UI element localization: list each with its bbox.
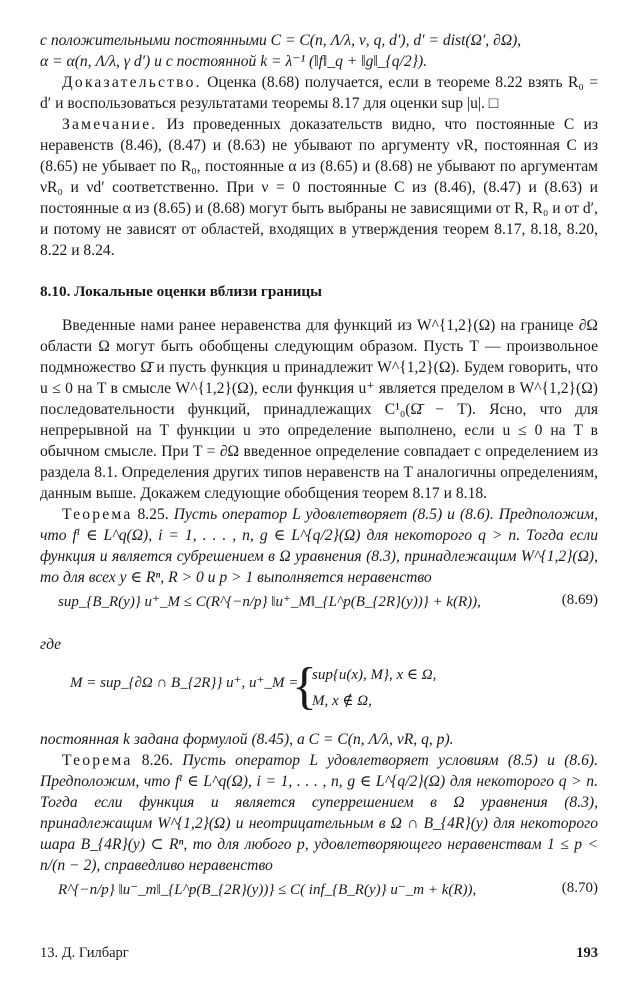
section-paragraph: Введенные нами ранее неравенства для функций из W^{1,2}(Ω) на границе ∂Ω области Ω могут быть обобщены следующим образом. Пусть T — произвольное подмножество Ω̄ и пусть функция u принадлежит W^{1,2}(Ω). Будем говорить, что u ≤ 0 на T в смысле W^{1,2}(Ω), если функция u⁺ является пределом в W^{1,2}(Ω) последовательности функций, принадлежащих C¹₀(Ω̄ − T). Ясно, что для непрерывной на T функции u это определение выполнено, если u ≤ 0 на T в обычном смысле. При T = ∂Ω введенное определение совпадает с определением из раздела 8.1. Определения других типов неравенств на T аналогичны определениям, данным выше. Докажем следующие обобщения теорем 8.17 и 8.18. — [40, 317, 598, 502]
intro-line-2: α = α(n, Λ/λ, γ d′) и с постоянной k = λ⁻¹ (‖f‖_q + ‖g‖_{q/2}). — [40, 53, 428, 70]
theorem-8-25-text: Пусть оператор L удовлетворяет (8.5) и (8.6). Предположим, что fⁱ ∈ L^q(Ω), i = 1, . . . , n, g ∈ L^{q/2}(Ω) для некоторого q > n. Тогда если функция u является субрешением в Ω уравнения (8.3), принадлежащим W^{1,2}(Ω), то для всех y ∈ Rⁿ, R > 0 и p > 1 выполняется неравенство — [40, 506, 599, 586]
formula-8-70 — [40, 876, 598, 922]
remark-paragraph — [40, 114, 598, 261]
formula-8-70-number: (8.70) — [561, 880, 598, 896]
m-definition-left: M = sup_{∂Ω ∩ B_{2R}} u⁺, u⁺_M = — [70, 675, 299, 691]
page-footer — [40, 945, 598, 962]
formula-8-70-body: R^{−n/p} ‖u⁻_m‖_{L^p(B_{2R}(y))} ≤ C( inf_{B_R(y)} u⁻_m + k(R)), — [58, 882, 477, 898]
proof-text: Оценка (8.68) получается, если в теореме 8.22 взять R₀ = d′ и воспользоваться результатами теоремы 8.17 для оценки sup |u|. □ — [40, 74, 598, 112]
remark-label: Замечание. — [62, 116, 158, 133]
proof-label: Доказательство. — [62, 74, 202, 91]
page-body — [40, 30, 598, 922]
formula-8-69 — [40, 588, 598, 634]
case-1: sup{u(x), M}, x ∈ Ω, — [312, 667, 437, 683]
theorem-8-26 — [40, 750, 598, 876]
theorem-8-26-label: Теорема — [62, 752, 133, 769]
m-definition — [40, 658, 598, 719]
intro-line-1: с положительными постоянными C = C(n, Λ/λ, ν, q, d′), d′ = dist(Ω′, ∂Ω), — [40, 32, 522, 49]
case-2: M, x ∉ Ω, — [312, 693, 372, 709]
theorem-8-25-label: Теорема — [62, 506, 133, 523]
formula-8-69-number: (8.69) — [561, 592, 598, 608]
theorem-8-26-text: Пусть оператор L удовлетворяет условиям (8.5) и (8.6). Предположим, что fⁱ ∈ L^q(Ω), i = 1, . . . , n, g ∈ L^{q/2}(Ω) для некоторого q > n. Тогда если функция u является суперрешением в Ω уравнения (8.3), принадлежащим W^{1,2}(Ω) и неотрицательным в Ω ∩ B_{4R}(y) для некоторого шара B_{4R}(y) ⊂ Rⁿ, то для любого p, удовлетворяющего неравенствам 1 ≤ p < n/(n − 2), справедливо неравенство — [40, 752, 599, 874]
page-number: 193 — [576, 945, 598, 961]
footer-signature: 13. Д. Гилбарг — [40, 945, 129, 961]
where-label: где — [40, 636, 62, 653]
theorem-8-25-number: 8.25. — [137, 506, 169, 523]
remark-text: Из проведенных доказательств видно, что постоянные C из неравенств (8.46), (8.47) и (8.63) не убывают по аргументу νR, постоянная C из (8.65) не убывает по R₀, постоянные α из (8.65) и (8.68) не убывают по аргументам νR₀ и νd′ соответственно. При ν = 0 постоянные C из (8.46), (8.47) и (8.63) и постоянные α из (8.65) и (8.68) могут быть выбраны не зависящими от R, R₀ и от d′, и потому не зависят от областей, входящих в утверждения теорем 8.17, 8.18, 8.20, 8.22 и 8.24. — [40, 116, 598, 259]
cases-brace: { — [292, 658, 317, 715]
after-cases: постоянная k задана формулой (8.45), а C = C(n, Λ/λ, νR, q, p). — [40, 731, 454, 748]
proof-paragraph — [40, 72, 598, 114]
section-heading: 8.10. Локальные оценки вблизи границы — [40, 283, 322, 300]
theorem-8-26-number: 8.26. — [141, 752, 173, 769]
formula-8-69-body: sup_{B_R(y)} u⁺_M ≤ C(R^{−n/p} ‖u⁺_M‖_{L^p(B_{2R}(y))} + k(R)), — [58, 594, 481, 610]
theorem-8-25 — [40, 504, 598, 588]
